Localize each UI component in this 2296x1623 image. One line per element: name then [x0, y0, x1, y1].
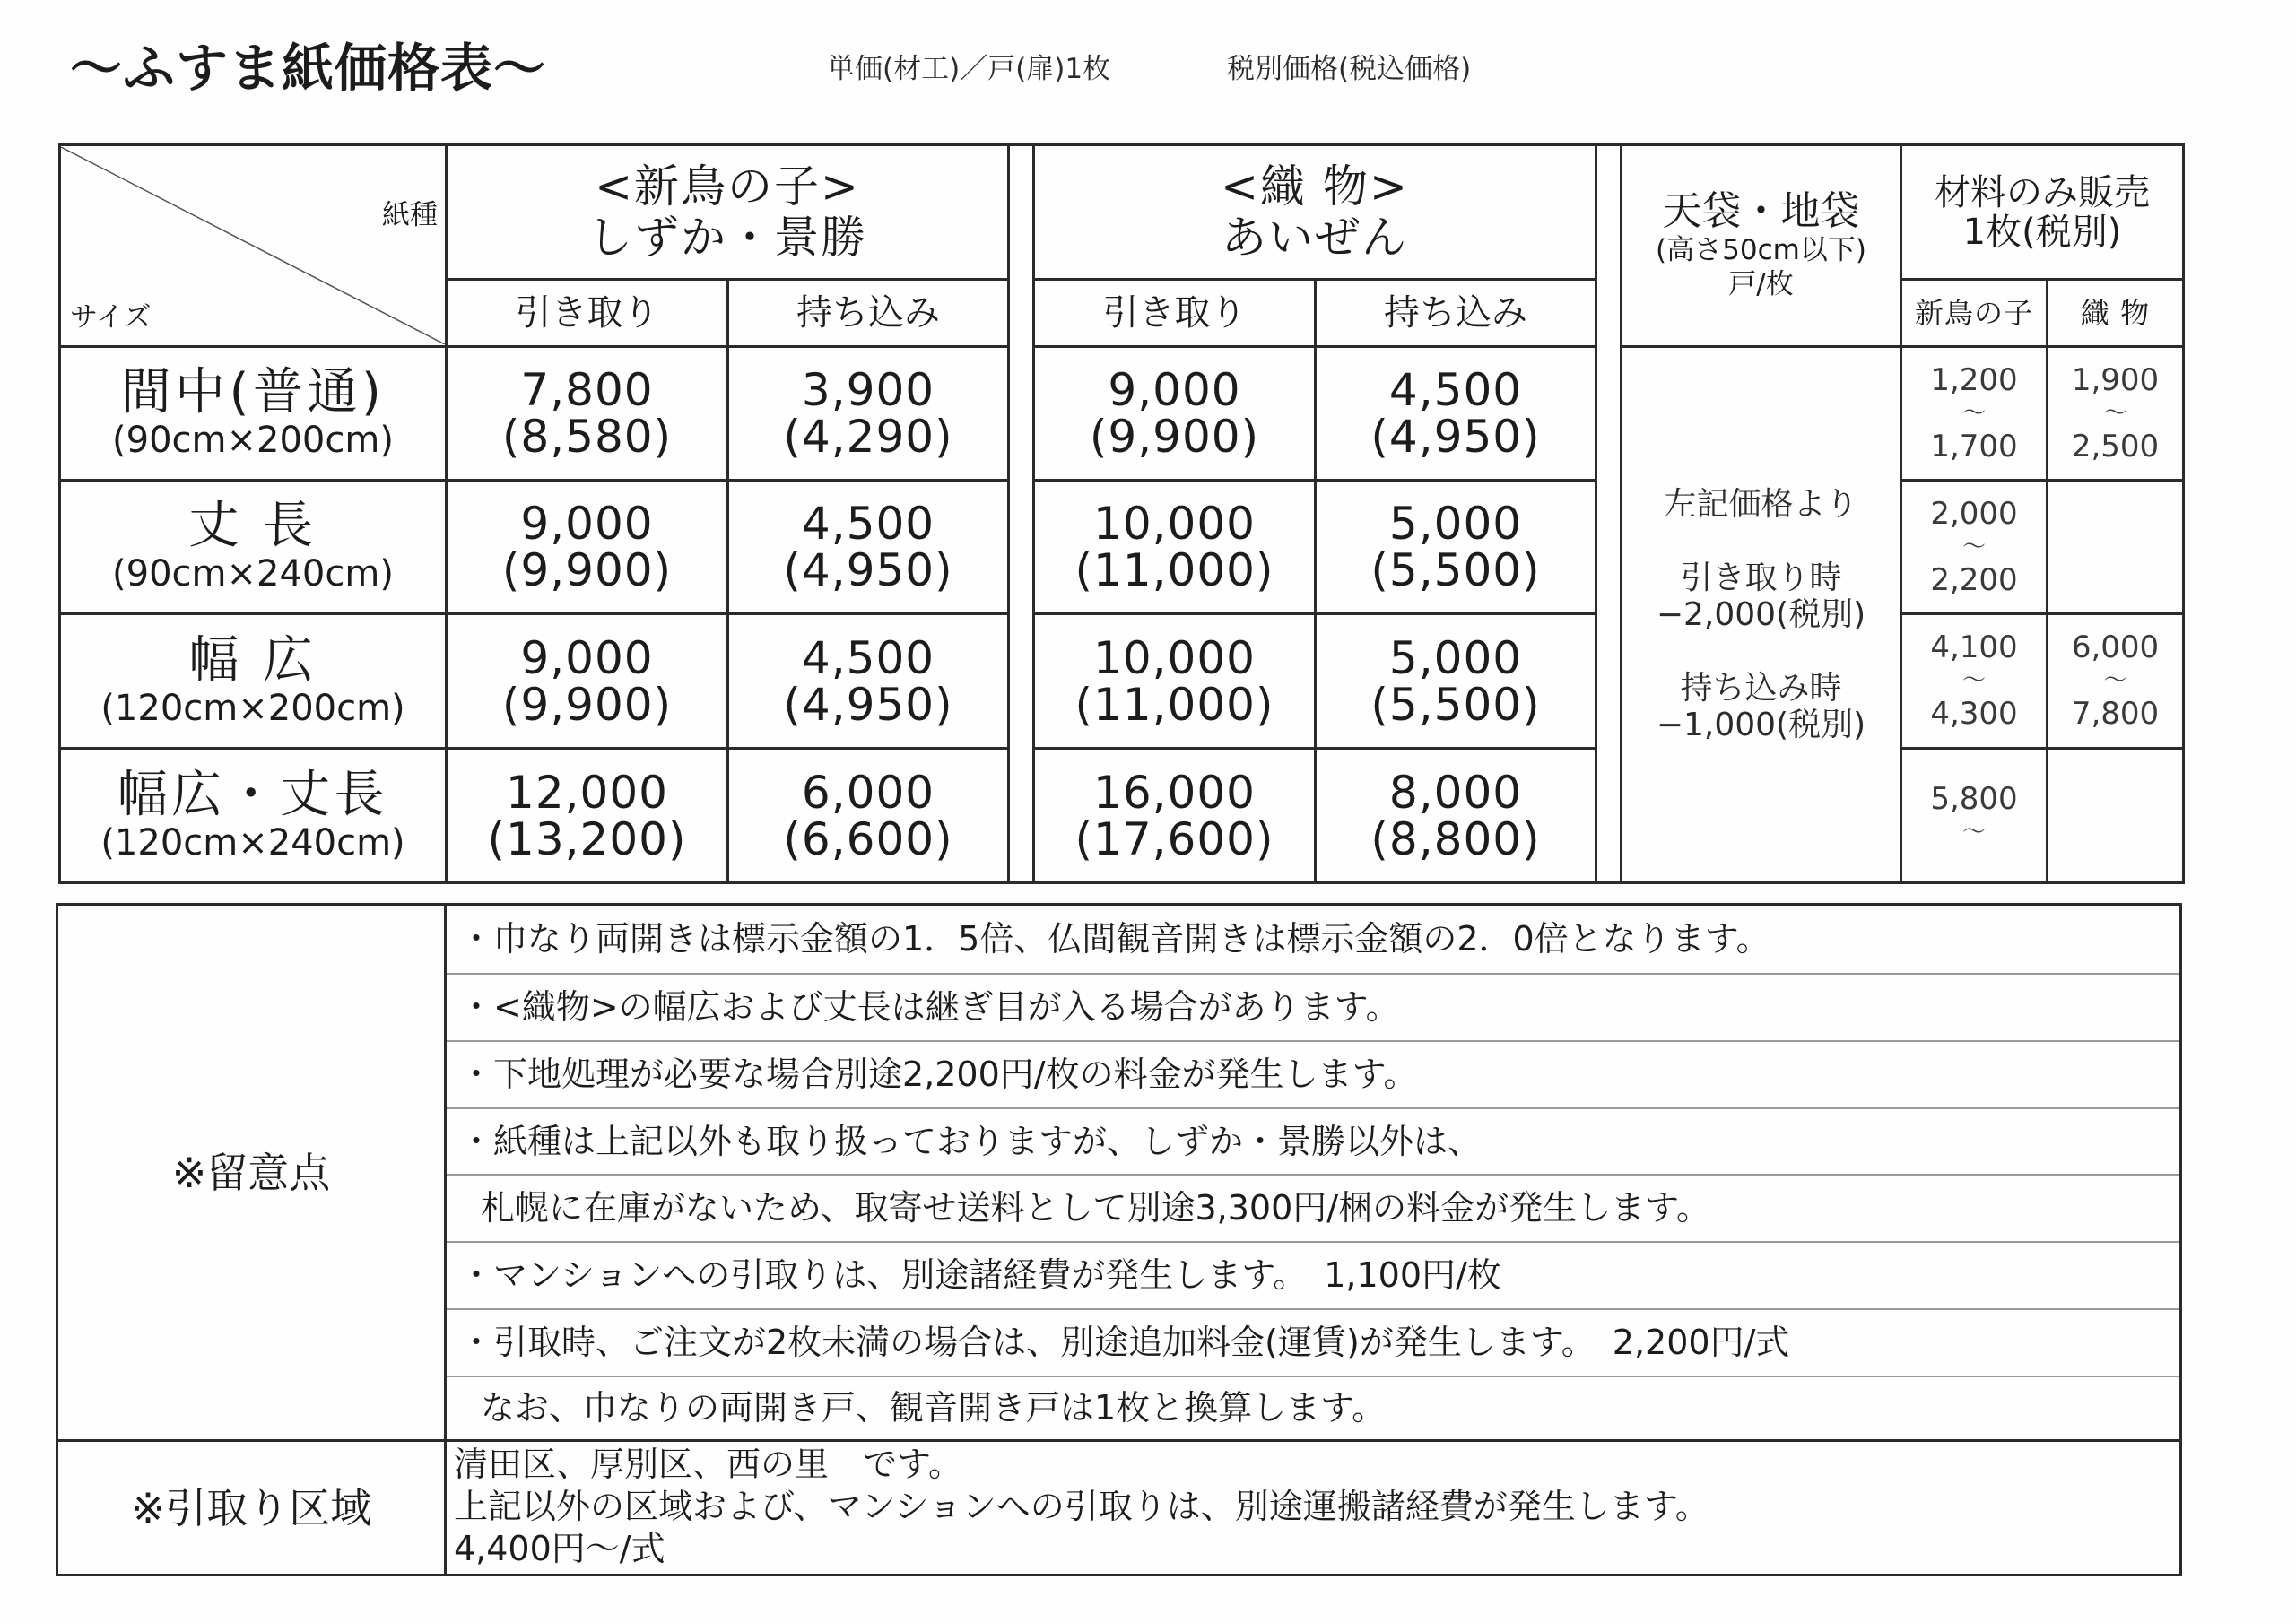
group-name: <新鳥の子> — [595, 160, 860, 213]
group-header-orimono — [1034, 145, 1596, 280]
material-price-range-sep: 〜 — [2103, 399, 2127, 427]
material-only-subtitle: 1枚(税別) — [1962, 211, 2122, 253]
small-bag-note-line: −2,000(税別) — [1656, 596, 1866, 633]
price-excl-tax: 5,000 — [1388, 498, 1523, 550]
price-cell — [1316, 614, 1596, 749]
material-price-cell — [1901, 749, 2048, 883]
note-item-continuation: なお、巾なりの両開き戸、観音開き戸は1枚と換算します。 — [446, 1376, 2181, 1441]
note-item: ・マンションへの引取りは、別途諸経費が発生します。 1,100円/枚 — [446, 1242, 2181, 1309]
price-cell — [447, 481, 728, 614]
price-excl-tax: 7,800 — [520, 364, 654, 416]
price-excl-tax: 9,000 — [1108, 364, 1241, 416]
price-excl-tax: 9,000 — [520, 498, 654, 550]
price-cell — [1034, 614, 1316, 749]
price-incl-tax: (8,580) — [501, 411, 673, 463]
paper-type-heading: 紙種 — [382, 199, 438, 231]
pickup-area-line: 4,400円〜/式 — [454, 1529, 665, 1568]
price-cell — [1034, 481, 1316, 614]
material-only-title: 材料のみ販売 — [1935, 171, 2150, 213]
pickup-area-row — [57, 1441, 2181, 1575]
group-header-shintorinoko — [447, 145, 1009, 280]
note-row — [57, 905, 2181, 974]
notes-table — [56, 903, 2182, 1576]
price-incl-tax: (9,900) — [501, 678, 673, 731]
price-cell — [447, 749, 728, 883]
size-dimensions: (90cm×200cm) — [112, 420, 394, 461]
price-excl-tax: 16,000 — [1093, 766, 1256, 819]
group-products: しずか・景勝 — [587, 211, 867, 264]
size-dimensions: (120cm×200cm) — [100, 687, 405, 729]
material-price-to: 4,300 — [1930, 696, 2018, 732]
price-cell — [447, 614, 728, 749]
material-empty-cell — [2048, 481, 2184, 614]
price-incl-tax: (6,600) — [783, 812, 953, 865]
price-incl-tax: (9,900) — [501, 544, 673, 596]
material-price-to: 7,800 — [2071, 696, 2160, 732]
price-excl-tax: 3,900 — [801, 364, 935, 416]
small-bag-note-cell — [1622, 347, 1901, 883]
small-bag-condition: (高さ50cm以下) — [1656, 234, 1866, 266]
price-excl-tax: 4,500 — [801, 631, 935, 684]
size-dimensions: (120cm×240cm) — [100, 821, 405, 864]
small-bag-note-line: 引き取り時 — [1680, 560, 1842, 596]
size-cell — [60, 481, 447, 614]
column-header-bring-in: 持ち込み — [1316, 280, 1596, 347]
price-excl-tax: 9,000 — [520, 631, 654, 684]
note-item: ・巾なり両開きは標示金額の1．5倍、仏間観音開きは標示金額の2．0倍となります。 — [446, 905, 2181, 974]
material-price-cell — [2048, 347, 2184, 481]
price-table — [58, 143, 2185, 884]
size-cell — [60, 614, 447, 749]
note-item: ・引取時、ご注文が2枚未満の場合は、別途追加料金(運賃)が発生します。 2,200円/式 — [446, 1309, 2181, 1376]
small-bag-unit: 戸/枚 — [1728, 268, 1794, 300]
price-incl-tax: (11,000) — [1074, 544, 1274, 596]
material-price-from: 5,800 — [1930, 780, 2018, 817]
size-cell — [60, 749, 447, 883]
price-excl-tax: 12,000 — [506, 766, 668, 819]
column-header-pickup: 引き取り — [447, 280, 728, 347]
column-header-bring-in: 持ち込み — [728, 280, 1009, 347]
material-price-range-sep: 〜 — [1961, 667, 1986, 694]
note-item: ・紙種は上記以外も取り扱っておりますが、しずか・景勝以外は、 — [446, 1108, 2181, 1175]
small-bag-note-line: −1,000(税別) — [1656, 707, 1866, 743]
material-price-from: 1,900 — [2071, 361, 2160, 398]
corner-cell — [60, 145, 447, 347]
material-price-range-sep: 〜 — [1961, 533, 1986, 560]
notes-label: ※留意点 — [57, 905, 446, 1441]
price-incl-tax: (4,950) — [783, 544, 953, 596]
price-cell — [1034, 347, 1316, 481]
price-cell — [728, 481, 1009, 614]
size-name: 丈 長 — [188, 497, 317, 555]
material-price-from: 2,000 — [1930, 495, 2018, 532]
price-incl-tax: (9,900) — [1089, 411, 1260, 463]
group-products: あいぜん — [1222, 211, 1408, 264]
price-cell — [728, 347, 1009, 481]
material-price-from: 1,200 — [1930, 361, 2018, 398]
group-gap-column — [1009, 145, 1034, 883]
price-incl-tax: (11,000) — [1074, 678, 1274, 731]
material-price-to: 2,500 — [2071, 428, 2160, 464]
price-cell — [728, 749, 1009, 883]
material-column-shintorinoko: 新鳥の子 — [1901, 280, 2048, 347]
table-row — [60, 347, 2184, 481]
material-price-range-sep: 〜 — [1961, 399, 1986, 427]
small-bag-note-line: 持ち込み時 — [1680, 670, 1842, 707]
price-incl-tax: (4,290) — [783, 411, 953, 463]
price-incl-tax: (5,500) — [1370, 678, 1541, 731]
material-only-header — [1901, 145, 2184, 280]
note-item: ・<織物>の幅広および丈長は継ぎ目が入る場合があります。 — [446, 974, 2181, 1041]
material-column-orimono: 織 物 — [2048, 280, 2184, 347]
price-cell — [1316, 749, 1596, 883]
price-incl-tax: (4,950) — [783, 678, 953, 731]
price-cell — [1034, 749, 1316, 883]
price-incl-tax: (4,950) — [1370, 411, 1541, 463]
group-name: <織 物> — [1221, 160, 1409, 213]
material-price-range-sep: 〜 — [2103, 667, 2127, 694]
small-bag-title: 天袋・地袋 — [1662, 188, 1860, 234]
size-name: 間中(普通) — [120, 363, 386, 421]
small-bag-note-line: 左記価格より — [1664, 486, 1858, 523]
pickup-area-line: 上記以外の区域および、マンションへの引取りは、別途運搬諸経費が発生します。 — [454, 1487, 1709, 1526]
group-gap-column — [1596, 145, 1622, 883]
unit-note: 単価(材工)／戸(扉)1枚 — [827, 53, 1111, 85]
price-excl-tax: 8,000 — [1388, 766, 1523, 819]
price-incl-tax: (5,500) — [1370, 544, 1541, 596]
price-excl-tax: 4,500 — [1388, 364, 1523, 416]
size-heading: サイズ — [70, 301, 152, 334]
material-empty-cell — [2048, 749, 2184, 883]
page-title: 〜ふすま紙価格表〜 — [70, 38, 547, 99]
material-price-cell — [1901, 614, 2048, 749]
price-incl-tax: (17,600) — [1074, 812, 1274, 865]
price-cell — [447, 347, 728, 481]
price-excl-tax: 10,000 — [1093, 631, 1256, 684]
header-row-groups — [60, 145, 2184, 280]
price-excl-tax: 6,000 — [801, 766, 935, 819]
material-price-from: 6,000 — [2071, 629, 2160, 665]
price-excl-tax: 4,500 — [801, 498, 935, 550]
material-price-to: 2,200 — [1930, 561, 2018, 598]
price-incl-tax: (13,200) — [487, 812, 687, 865]
material-price-cell — [2048, 614, 2184, 749]
price-excl-tax: 10,000 — [1093, 498, 1256, 550]
pickup-area-line: 清田区、厚別区、西の里 です。 — [454, 1445, 962, 1484]
column-header-pickup: 引き取り — [1034, 280, 1316, 347]
material-price-range-sep: 〜 — [1961, 818, 1986, 846]
price-cell — [1316, 481, 1596, 614]
size-cell — [60, 347, 447, 481]
size-name: 幅広・丈長 — [117, 765, 389, 824]
price-cell — [1316, 347, 1596, 481]
note-item-continuation: 札幌に在庫がないため、取寄せ送料として別途3,300円/梱の料金が発生します。 — [446, 1175, 2181, 1242]
material-price-to: 1,700 — [1930, 428, 2018, 464]
tax-note: 税別価格(税込価格) — [1227, 53, 1472, 85]
corner-inner — [61, 147, 445, 344]
size-dimensions: (90cm×240cm) — [112, 553, 394, 595]
material-price-cell — [1901, 347, 2048, 481]
price-excl-tax: 5,000 — [1388, 631, 1523, 684]
pickup-area-content — [446, 1441, 2181, 1575]
price-cell — [728, 614, 1009, 749]
material-price-cell — [1901, 481, 2048, 614]
size-name: 幅 広 — [188, 630, 317, 690]
pickup-area-label: ※引取り区域 — [57, 1441, 446, 1575]
price-incl-tax: (8,800) — [1370, 812, 1541, 865]
small-bag-header — [1622, 145, 1901, 347]
material-price-from: 4,100 — [1930, 629, 2018, 665]
note-item: ・下地処理が必要な場合別途2,200円/枚の料金が発生します。 — [446, 1041, 2181, 1108]
